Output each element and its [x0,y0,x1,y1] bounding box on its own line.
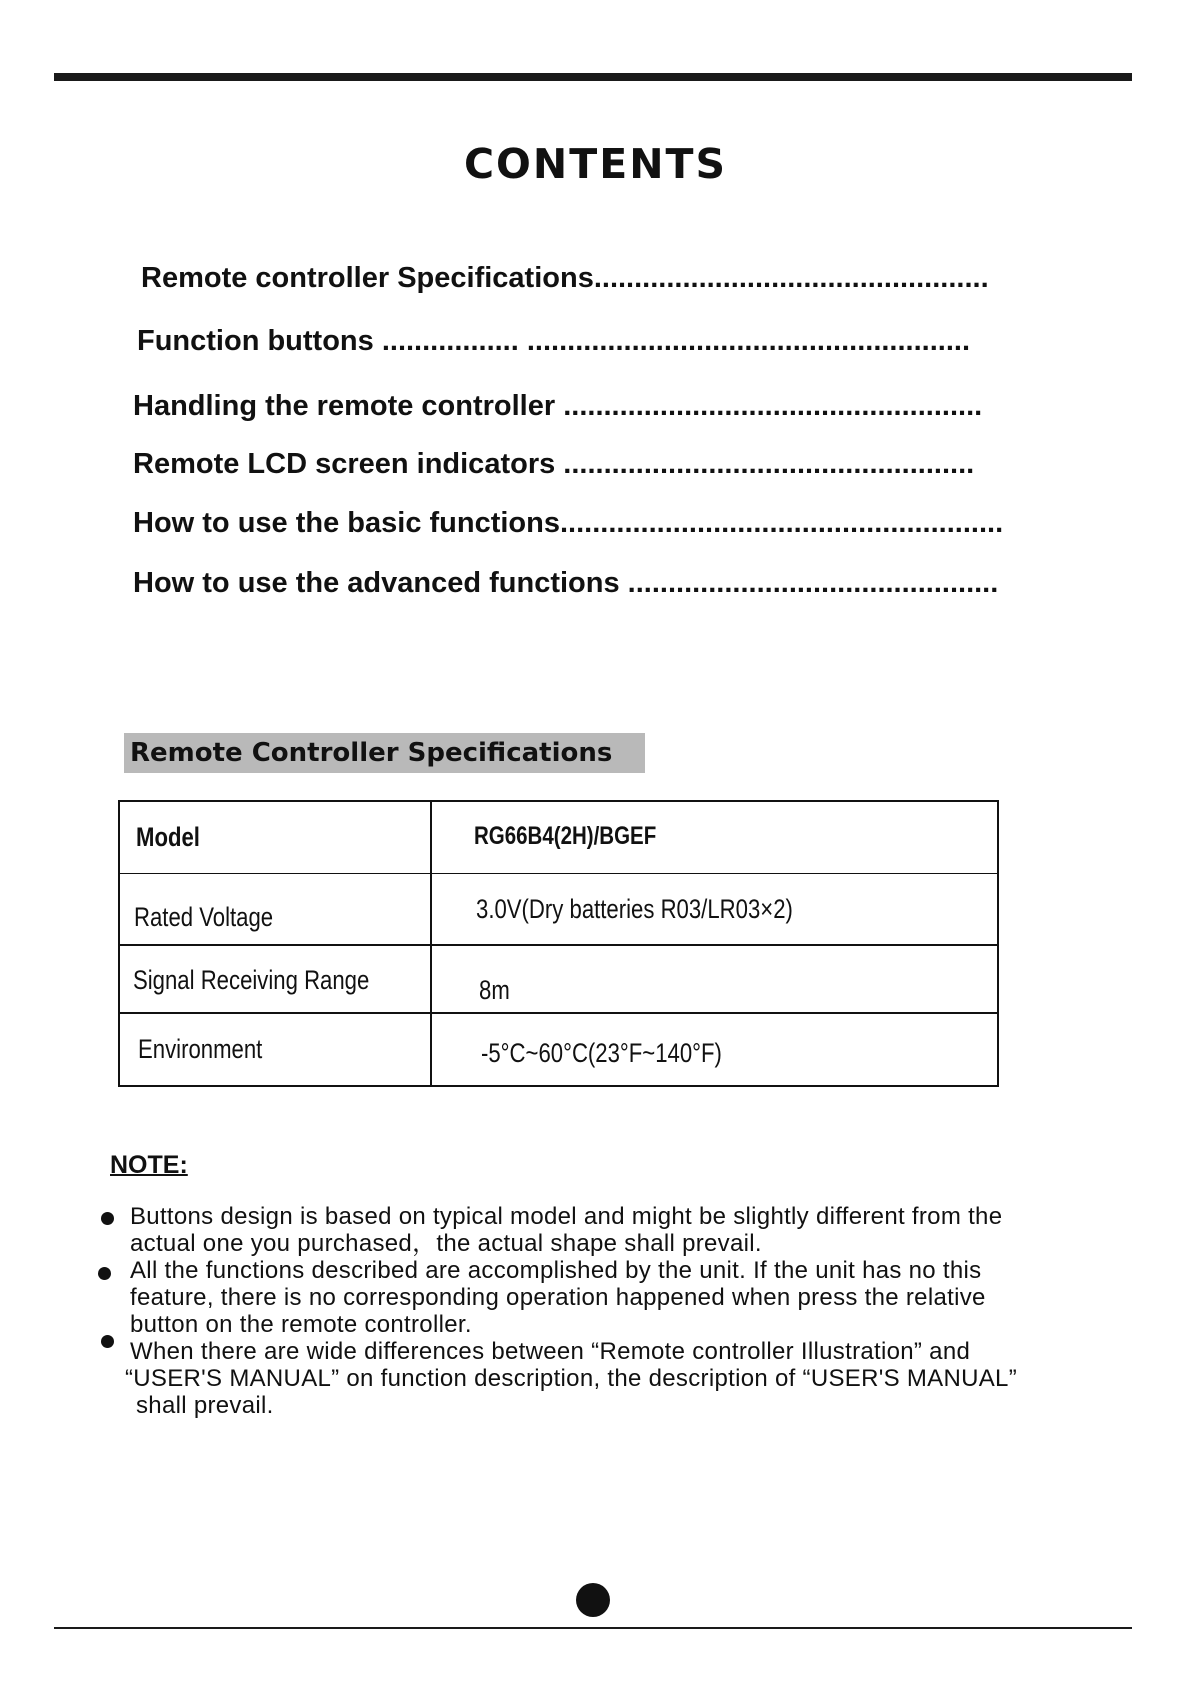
top-rule [54,73,1132,81]
note-line: actual one you purchased，the actual shape shall prevail. [130,1230,762,1257]
note-line: Buttons design is based on typical model and might be slightly different from the [130,1203,1003,1230]
note-line: “USER'S MANUAL” on function description, the description of “USER'S MANUAL” [125,1365,1017,1392]
spec-value-model: RG66B4(2H)/BGEF [474,822,657,850]
spec-value-environment: -5°C~60°C(23°F~140°F) [481,1038,722,1068]
table-divider [120,944,997,946]
toc-item-handling-remote-controller[interactable]: Handling the remote controller .................................................... [133,390,983,422]
note-line: feature, there is no corresponding operation happened when press the relative [130,1284,986,1311]
note-line: shall prevail. [136,1392,274,1419]
note-text [130,1257,1110,1338]
toc-item-advanced-functions[interactable]: How to use the advanced functions .............................................. [133,567,999,599]
note-line: All the functions described are accomplished by the unit. If the unit has no this [130,1257,982,1284]
note-line: button on the remote controller. [130,1311,472,1338]
bullet-icon [98,1267,111,1280]
toc-item-basic-functions[interactable]: How to use the basic functions....................................................... [133,507,1004,539]
note-line: When there are wide differences between “Remote controller Illustration” and [130,1338,971,1365]
spec-label-signal-receiving-range: Signal Receiving Range [133,965,370,995]
page-title: CONTENTS [463,140,728,188]
toc-item-function-buttons[interactable]: Function buttons ................. ....................................................... [137,325,970,357]
spec-label-environment: Environment [138,1034,263,1064]
table-divider [120,1012,997,1014]
bottom-rule [54,1627,1132,1629]
table-divider [120,873,997,874]
page-marker [576,1583,610,1617]
note-text [125,1338,1110,1419]
bullet-icon [101,1335,114,1348]
spec-value-rated-voltage: 3.0V(Dry batteries R03/LR03×2) [476,894,793,924]
spec-label-rated-voltage: Rated Voltage [134,902,274,932]
bullet-icon [101,1212,114,1225]
spec-label-model: Model [136,822,200,852]
note-text [130,1203,1110,1257]
spec-table [118,800,999,1087]
note-label: NOTE: [110,1151,188,1179]
spec-value-signal-receiving-range: 8m [479,975,510,1005]
section-heading: Remote Controller Specifications [124,733,645,773]
toc-item-remote-lcd-screen-indicators[interactable]: Remote LCD screen indicators ................................................... [133,448,975,480]
toc-item-remote-controller-specifications[interactable]: Remote controller Specifications................................................. [141,262,989,294]
